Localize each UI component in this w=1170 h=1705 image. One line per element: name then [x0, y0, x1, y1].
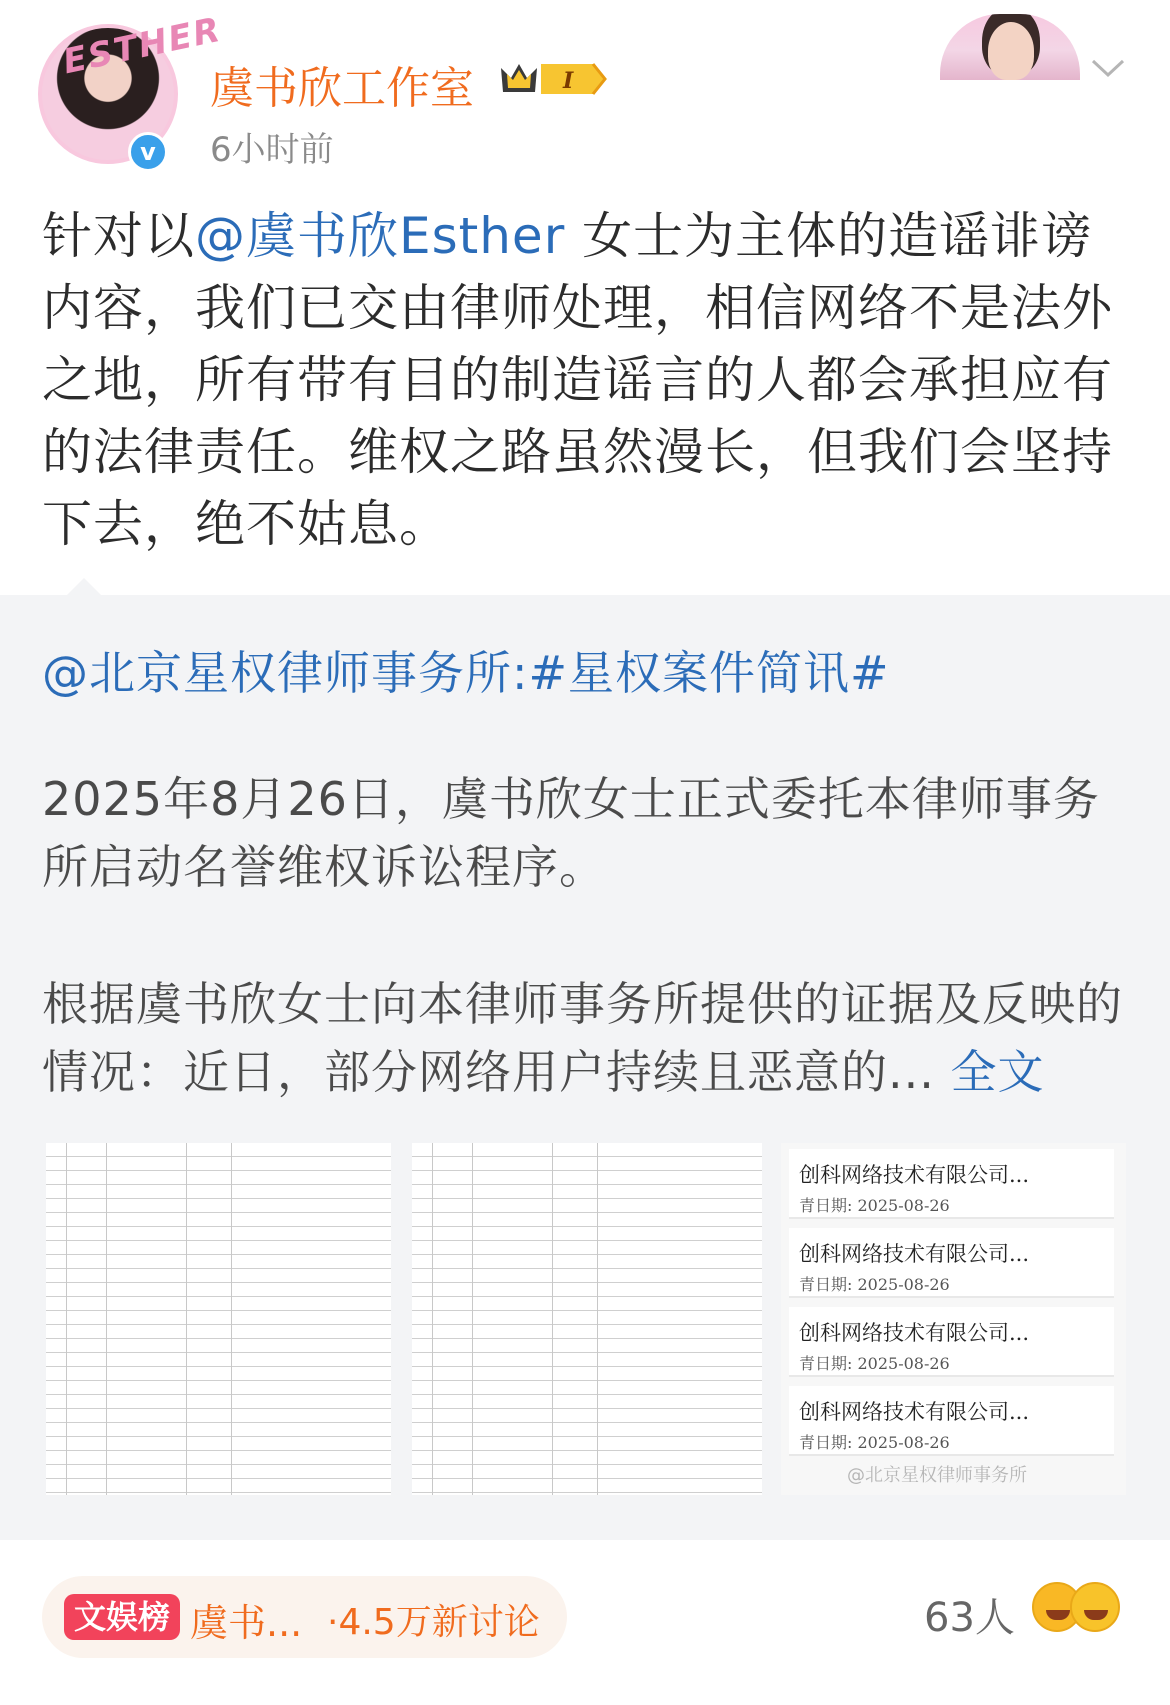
post-content: [42, 200, 1132, 560]
evidence-table-image-1[interactable]: [46, 1143, 391, 1495]
weibo-post: [0, 0, 1170, 595]
grin-emoji-icon[interactable]: [1070, 1582, 1120, 1632]
mention-link[interactable]: @虞书欣Esther: [195, 207, 566, 265]
verified-icon: v: [128, 132, 168, 172]
content-body: 女士为主体的造谣诽谤内容，我们已交由律师处理，相信网络不是法外之地，所有带有目的制造谣言的人都会承担应有的法律责任。维权之路虽然漫长，但我们会坚持下去，绝不姑息。: [42, 207, 1113, 553]
trending-topic-pill[interactable]: [42, 1576, 567, 1658]
crown-badge-icon[interactable]: [497, 58, 609, 100]
evidence-table-image-2[interactable]: [412, 1143, 762, 1495]
repost-paragraph-2: [42, 970, 1142, 1106]
case-card: [789, 1386, 1114, 1456]
case-card-title: 创科网络技术有限公司...: [799, 1163, 1030, 1187]
case-card-date: 青日期: 2025-08-26: [799, 1196, 950, 1215]
repost-paragraph-2-text: 根据虞书欣女士向本律师事务所提供的证据及反映的情况：近日，部分网络用户持续且恶意的...: [42, 977, 1123, 1099]
case-card: [789, 1307, 1114, 1377]
chevron-down-icon[interactable]: [1090, 56, 1126, 80]
content-prefix: 针对以: [42, 207, 195, 265]
reaction-count[interactable]: 63人: [924, 1595, 1015, 1641]
fulltext-link[interactable]: 全文: [950, 1045, 1045, 1099]
badge-label: I: [563, 68, 574, 94]
username[interactable]: 虞书欣工作室: [210, 63, 474, 114]
case-card-date: 青日期: 2025-08-26: [799, 1275, 950, 1294]
avatar-text: ESTHER: [59, 9, 226, 83]
case-card: [789, 1149, 1114, 1219]
image-grid: [46, 1143, 1126, 1495]
case-card-date: 青日期: 2025-08-26: [799, 1354, 950, 1373]
topic-discussion-count: ·4.5万新讨论: [327, 1602, 540, 1643]
repost-notch: [66, 578, 102, 596]
post-footer: [0, 1540, 1170, 1705]
repost-block[interactable]: [0, 595, 1170, 1540]
post-timestamp: 6小时前: [210, 130, 334, 170]
case-card-title: 创科网络技术有限公司...: [799, 1400, 1030, 1424]
case-card-title: 创科网络技术有限公司...: [799, 1242, 1030, 1266]
repost-paragraph-1: 2025年8月26日，虞书欣女士正式委托本律师事务所启动名誉维权诉讼程序。: [42, 772, 1100, 894]
evidence-cards-image[interactable]: [781, 1143, 1126, 1495]
topic-tag-badge: 文娱榜: [64, 1594, 180, 1640]
case-card-date: 青日期: 2025-08-26: [799, 1433, 950, 1452]
decoration-image[interactable]: [940, 14, 1080, 80]
case-card-title: 创科网络技术有限公司...: [799, 1321, 1030, 1345]
topic-name: 虞书...: [190, 1601, 303, 1645]
image-watermark: @北京星权律师事务所: [847, 1465, 1027, 1486]
case-card: [789, 1228, 1114, 1298]
repost-header-link[interactable]: @北京星权律师事务所:#星权案件简讯#: [42, 646, 890, 700]
